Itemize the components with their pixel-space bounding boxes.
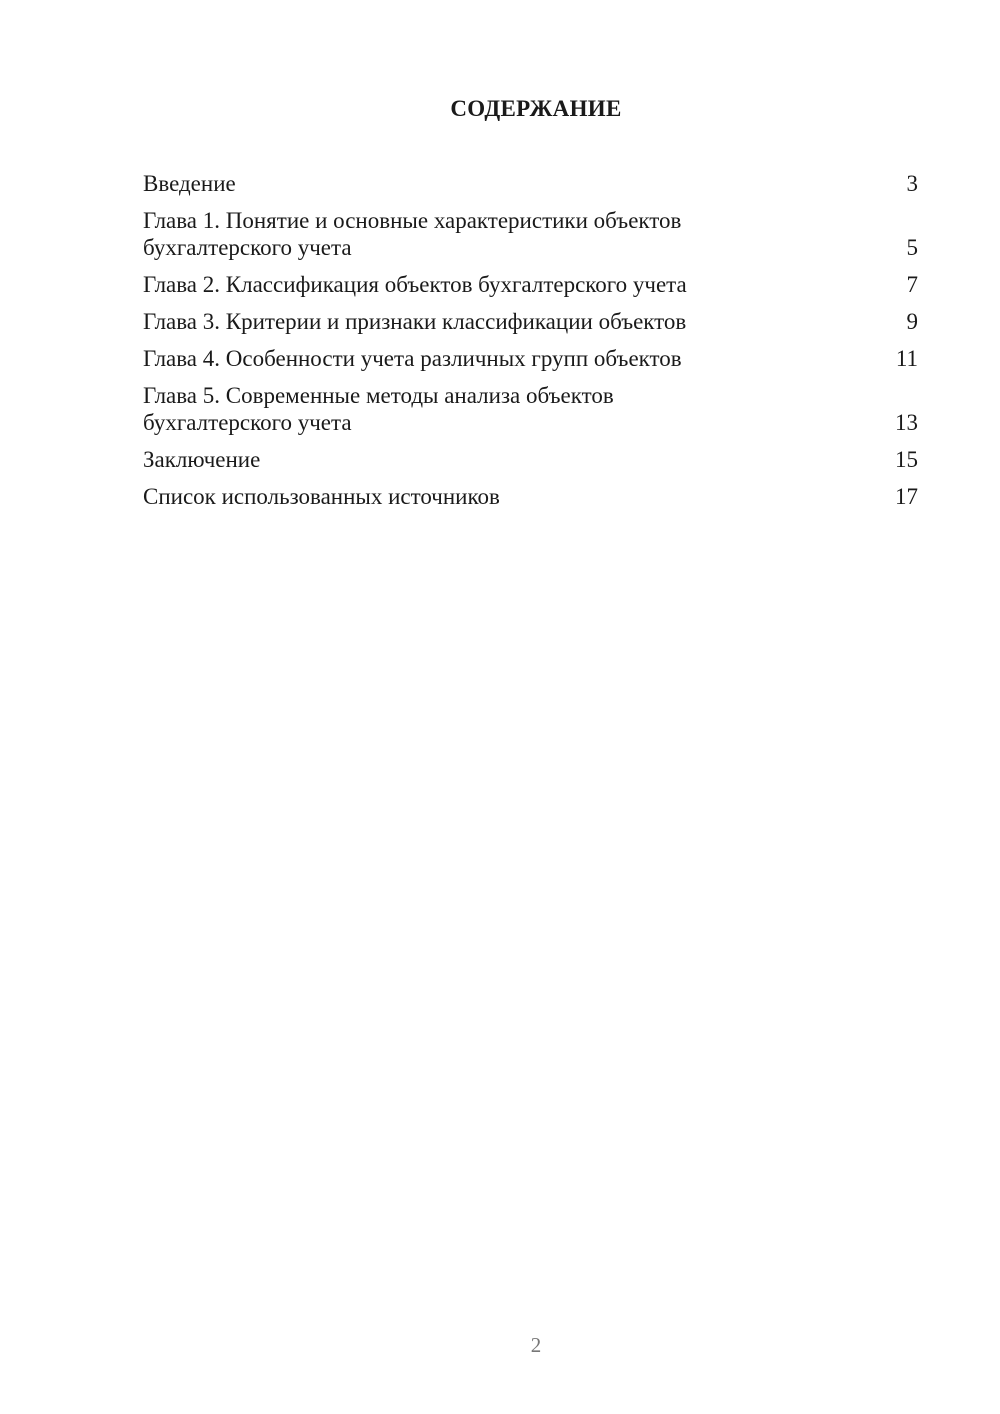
toc-entry-text: Глава 1. Понятие и основные характеристики объектов бухгалтерского учета [143,208,682,260]
toc-entry-conclusion [143,446,918,473]
toc-entry-chapter-3 [143,308,918,335]
toc-entry-text: Глава 2. Классификация объектов бухгалтерского учета [143,272,687,297]
page-number: 2 [530,1333,542,1357]
toc-entry-chapter-5 [143,382,918,436]
toc-entry-page: 3 [906,171,918,196]
toc-entry-page: 5 [906,235,918,260]
toc-entry-text: Список использованных источников [143,484,500,509]
toc-entry-text: Глава 4. Особенности учета различных групп объектов [143,346,682,371]
toc-entry-text: Глава 3. Критерии и признаки классификации объектов [143,309,687,334]
toc-title: СОДЕРЖАНИЕ [450,96,622,121]
toc-entry-text: Заключение [143,447,261,472]
toc-entry-chapter-2 [143,271,918,298]
toc-entry-references [143,483,918,510]
toc-entry-text: Глава 5. Современные методы анализа объектов бухгалтерского учета [143,383,614,435]
toc-entry-text: Введение [143,171,236,196]
table-of-contents [143,170,918,520]
toc-entry-page: 13 [895,410,918,435]
toc-entry-page: 9 [906,309,918,334]
toc-entry-page: 15 [895,447,918,472]
toc-entry-page: 17 [895,484,918,509]
toc-entry-chapter-4 [143,345,918,372]
toc-entry-page: 7 [906,272,918,297]
toc-entry-introduction [143,170,918,197]
toc-entry-chapter-1 [143,207,918,261]
toc-entry-page: 11 [895,346,918,371]
